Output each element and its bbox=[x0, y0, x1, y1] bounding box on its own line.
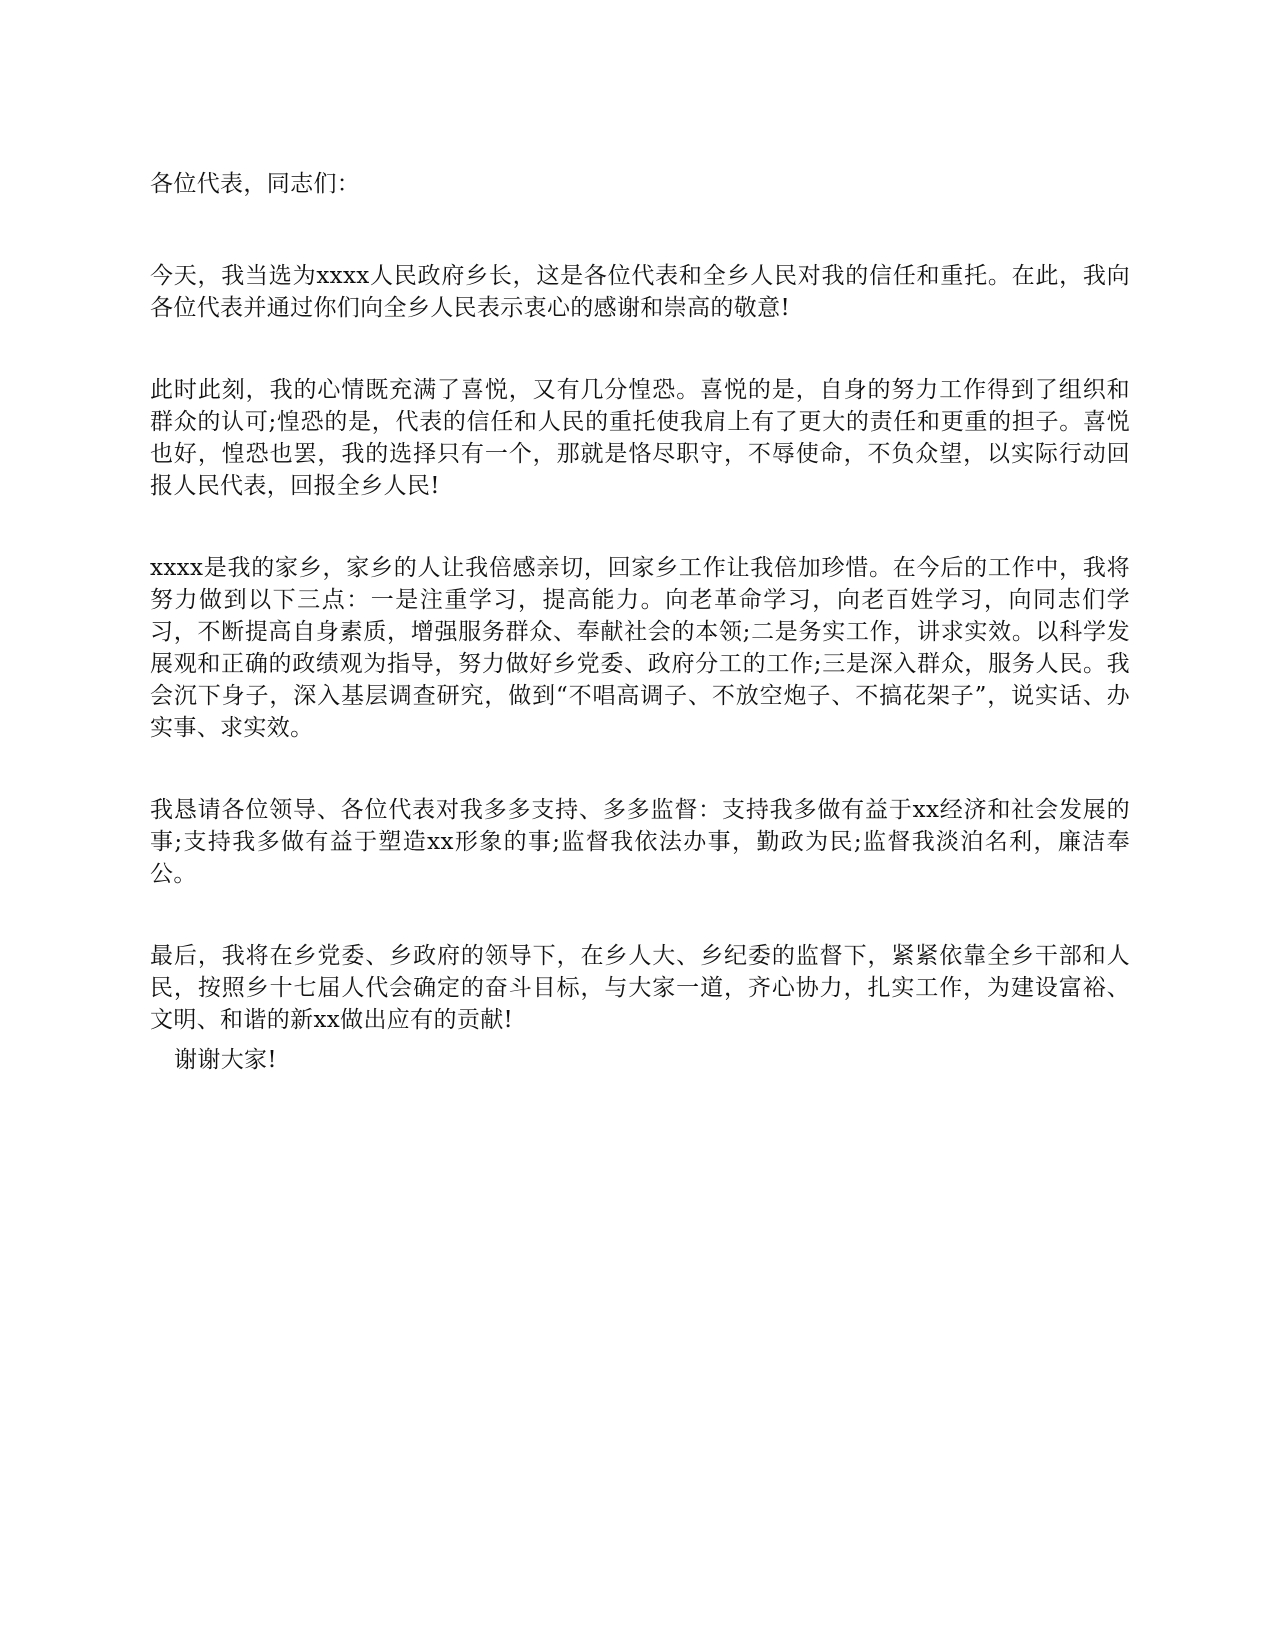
document-body bbox=[150, 168, 1130, 1076]
paragraph-request-support: 我恳请各位领导、各位代表对我多多支持、多多监督：支持我多做有益于xx经济和社会发展的事;支持我多做有益于塑造xx形象的事;监督我依法办事，勤政为民;监督我淡泊名利，廉洁奉公。 bbox=[150, 797, 1130, 887]
closing-thanks: 谢谢大家! bbox=[174, 1047, 277, 1073]
paragraph-conclusion: 最后，我将在乡党委、乡政府的领导下，在乡人大、乡纪委的监督下，紧紧依靠全乡干部和人民，按照乡十七届人代会确定的奋斗目标，与大家一道，齐心协力，扎实工作，为建设富裕、文明、和谐的新xx做出应有的贡献! bbox=[150, 943, 1130, 1033]
paragraph-feelings: 此时此刻，我的心情既充满了喜悦，又有几分惶恐。喜悦的是，自身的努力工作得到了组织和群众的认可;惶恐的是，代表的信任和人民的重托使我肩上有了更大的责任和更重的担子。喜悦也好，惶恐也罢，我的选择只有一个，那就是恪尽职守，不辱使命，不负众望，以实际行动回报人民代表，回报全乡人民! bbox=[150, 377, 1130, 499]
salutation: 各位代表，同志们： bbox=[150, 171, 361, 197]
paragraph-three-commitments: xxxx是我的家乡，家乡的人让我倍感亲切，回家乡工作让我倍加珍惜。在今后的工作中，我将努力做到以下三点：一是注重学习，提高能力。向老革命学习，向老百姓学习，向同志们学习，不断提高自身素质，增强服务群众、奉献社会的本领;二是务实工作，讲求实效。以科学发展观和正确的政绩观为指导，努力做好乡党委、政府分工的工作;三是深入群众，服务人民。我会沉下身子，深入基层调查研究，做到“不唱高调子、不放空炮子、不搞花架子”，说实话、办实事、求实效。 bbox=[150, 555, 1130, 741]
paragraph-election-thanks: 今天，我当选为xxxx人民政府乡长，这是各位代表和全乡人民对我的信任和重托。在此，我向各位代表并通过你们向全乡人民表示衷心的感谢和崇高的敬意! bbox=[150, 263, 1130, 321]
